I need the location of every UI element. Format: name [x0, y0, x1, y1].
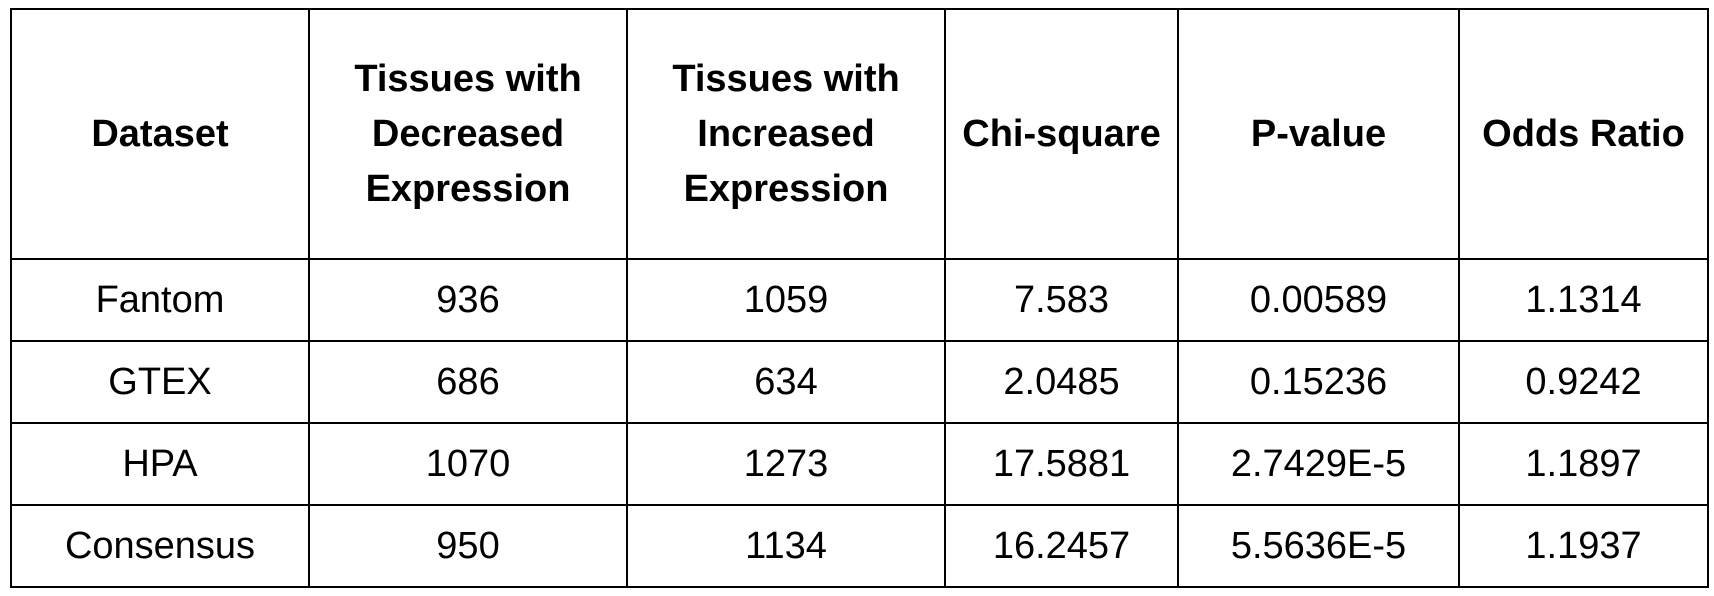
cell-decreased: 1070	[309, 423, 627, 505]
cell-decreased: 936	[309, 259, 627, 341]
cell-dataset: Consensus	[11, 505, 309, 587]
table-row	[11, 259, 1708, 341]
cell-decreased: 686	[309, 341, 627, 423]
header-chi-square: Chi-square	[945, 9, 1178, 259]
header-row	[11, 9, 1708, 259]
cell-dataset: HPA	[11, 423, 309, 505]
cell-chi-square: 2.0485	[945, 341, 1178, 423]
cell-increased: 1134	[627, 505, 945, 587]
header-p-value: P-value	[1178, 9, 1459, 259]
cell-increased: 1273	[627, 423, 945, 505]
cell-odds-ratio: 0.9242	[1459, 341, 1708, 423]
cell-dataset: Fantom	[11, 259, 309, 341]
cell-chi-square: 7.583	[945, 259, 1178, 341]
cell-chi-square: 16.2457	[945, 505, 1178, 587]
results-table	[10, 8, 1709, 588]
header-odds-ratio: Odds Ratio	[1459, 9, 1708, 259]
cell-p-value: 0.00589	[1178, 259, 1459, 341]
cell-odds-ratio: 1.1897	[1459, 423, 1708, 505]
table-row	[11, 341, 1708, 423]
cell-chi-square: 17.5881	[945, 423, 1178, 505]
header-dataset: Dataset	[11, 9, 309, 259]
cell-odds-ratio: 1.1937	[1459, 505, 1708, 587]
cell-increased: 634	[627, 341, 945, 423]
header-decreased-expression: Tissues with Decreased Expression	[309, 9, 627, 259]
table-row	[11, 505, 1708, 587]
cell-increased: 1059	[627, 259, 945, 341]
cell-p-value: 5.5636E-5	[1178, 505, 1459, 587]
cell-p-value: 2.7429E-5	[1178, 423, 1459, 505]
cell-p-value: 0.15236	[1178, 341, 1459, 423]
cell-dataset: GTEX	[11, 341, 309, 423]
cell-decreased: 950	[309, 505, 627, 587]
header-increased-expression: Tissues with Increased Expression	[627, 9, 945, 259]
table-row	[11, 423, 1708, 505]
cell-odds-ratio: 1.1314	[1459, 259, 1708, 341]
